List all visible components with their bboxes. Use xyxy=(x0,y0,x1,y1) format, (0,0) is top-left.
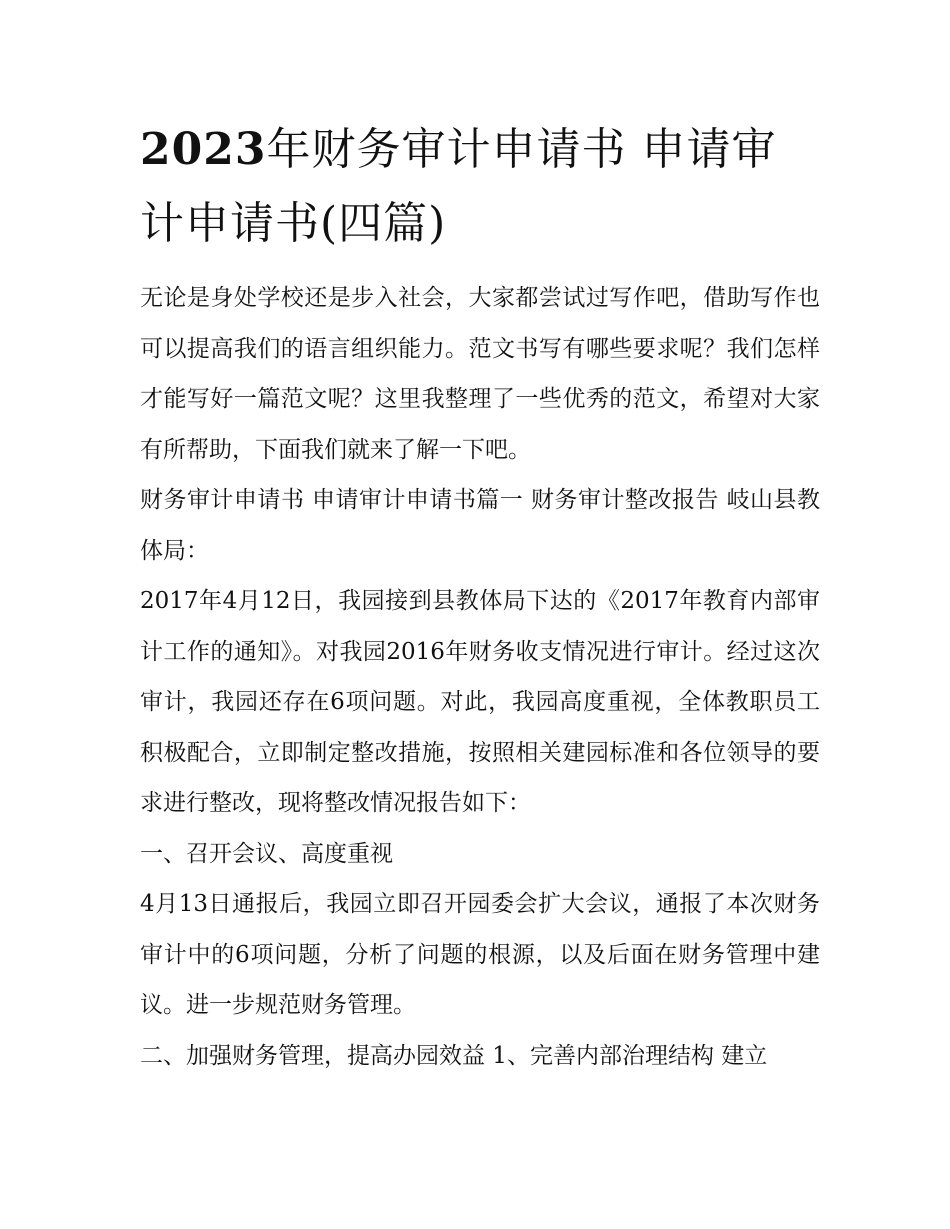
document-body xyxy=(140,273,820,1081)
meeting-paragraph: 4月13日通报后，我园立即召开园委会扩大会议，通报了本次财务审计中的6项问题，分析了问题的根源，以及后面在财务管理中建议。进一步规范财务管理。 xyxy=(140,891,820,1018)
title-year: 2023 xyxy=(140,124,267,175)
title-text: 年财务审计申请书 申请审计申请书(四篇) xyxy=(140,124,777,249)
section-heading-2: 二、加强财务管理，提高办园效益 1、完善内部治理结构 建立 xyxy=(140,1042,768,1069)
section-heading-1: 一、召开会议、高度重视 xyxy=(140,840,393,867)
document-page xyxy=(140,113,820,1081)
report-paragraph: 2017年4月12日，我园接到县教体局下达的《2017年教育内部审计工作的通知》。对我园2016年财务收支情况进行审计。经过这次审计，我园还存在6项问题。对此，我园高度重视，全体教职员工积极配合，立即制定整改措施，按照相关建园标准和各位领导的要求进行整改，现将整改情况报告如下： xyxy=(140,588,820,816)
document-title xyxy=(140,113,820,261)
intro-paragraph: 无论是身处学校还是步入社会，大家都尝试过写作吧，借助写作也可以提高我们的语言组织能力。范文书写有哪些要求呢？我们怎样才能写好一篇范文呢？这里我整理了一些优秀的范文，希望对大家有所帮助，下面我们就来了解一下吧。 xyxy=(140,285,820,463)
salutation-paragraph: 财务审计申请书 申请审计申请书篇一 财务审计整改报告 岐山县教体局： xyxy=(140,487,820,564)
